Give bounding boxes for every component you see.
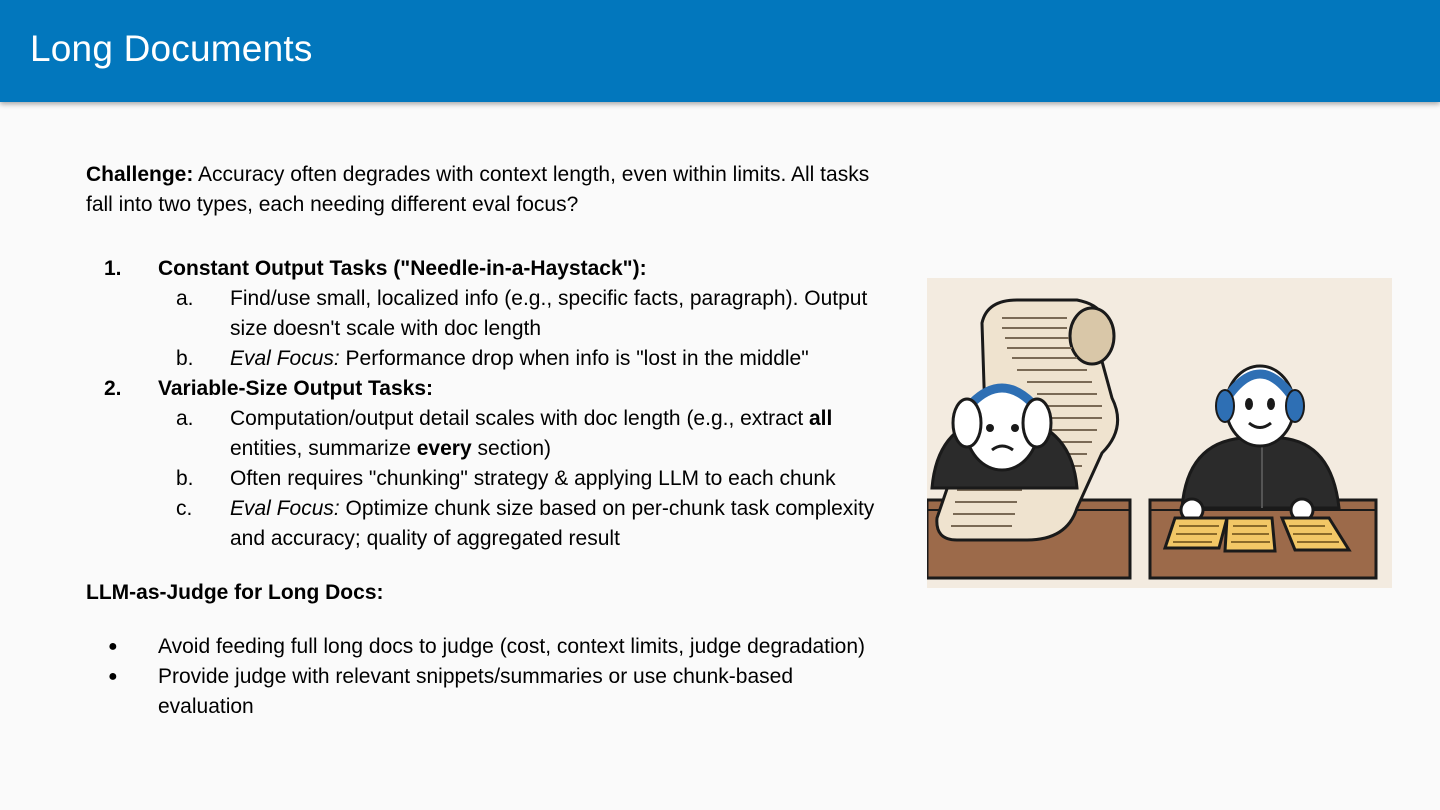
slide-title: Long Documents	[30, 28, 313, 69]
subtask-text: Find/use small, localized info (e.g., specific facts, paragraph). Output size doesn't scale with doc length	[230, 287, 868, 340]
task-title: Variable-Size Output Tasks:	[158, 377, 434, 400]
subtask-item	[158, 344, 886, 374]
bullet-text: Avoid feeding full long docs to judge (cost, context limits, judge degradation)	[158, 635, 866, 658]
subtask-text: section)	[471, 437, 551, 460]
eval-focus-label: Eval Focus:	[230, 347, 340, 370]
subtask-item	[158, 284, 886, 344]
judges-illustration-svg	[927, 278, 1392, 588]
task-number: 1.	[104, 257, 122, 280]
eval-focus-label: Eval Focus:	[230, 497, 340, 520]
subtask-item	[158, 404, 886, 464]
subtask-letter: b.	[176, 467, 194, 490]
subtask-list	[158, 404, 886, 554]
emphasis-all: all	[809, 407, 833, 430]
intro-label: Challenge:	[86, 163, 194, 186]
judge-heading: LLM-as-Judge for Long Docs:	[86, 581, 384, 604]
subtask-item	[158, 464, 886, 494]
subtask-letter: b.	[176, 347, 194, 370]
task-list	[86, 254, 886, 554]
subtask-list	[158, 284, 886, 374]
judges-illustration	[927, 278, 1392, 588]
subtask-letter: c.	[176, 497, 193, 520]
task-number: 2.	[104, 377, 122, 400]
intro-paragraph	[86, 160, 886, 220]
judge-bullet-item	[86, 632, 886, 662]
slide-header	[0, 0, 1440, 102]
subtask-letter: a.	[176, 287, 194, 310]
task-title: Constant Output Tasks ("Needle-in-a-Haystack"):	[158, 257, 647, 280]
bullet-text: Provide judge with relevant snippets/summaries or use chunk-based evaluation	[158, 665, 793, 718]
subtask-text: entities, summarize	[230, 437, 417, 460]
bullet-dot: ●	[108, 638, 118, 655]
task-item-constant-output	[86, 254, 886, 374]
emphasis-every: every	[416, 437, 472, 460]
subtask-letter: a.	[176, 407, 194, 430]
intro-text: Accuracy often degrades with context length, even within limits. All tasks fall into two types, each needing different eval focus?	[86, 163, 870, 216]
bullet-dot: ●	[108, 668, 118, 685]
slide-body	[86, 160, 886, 722]
subtask-text: Performance drop when info is "lost in the middle"	[339, 347, 809, 370]
task-item-variable-output	[86, 374, 886, 554]
subtask-item	[158, 494, 886, 554]
subtask-text: Often requires "chunking" strategy & applying LLM to each chunk	[230, 467, 836, 490]
subtask-text: Computation/output detail scales with doc length (e.g., extract	[230, 407, 809, 430]
judge-bullet-item	[86, 662, 886, 722]
judge-bullet-list	[86, 632, 886, 722]
subtask-text: Optimize chunk size based on per-chunk task complexity and accuracy; quality of aggregated result	[230, 497, 875, 550]
